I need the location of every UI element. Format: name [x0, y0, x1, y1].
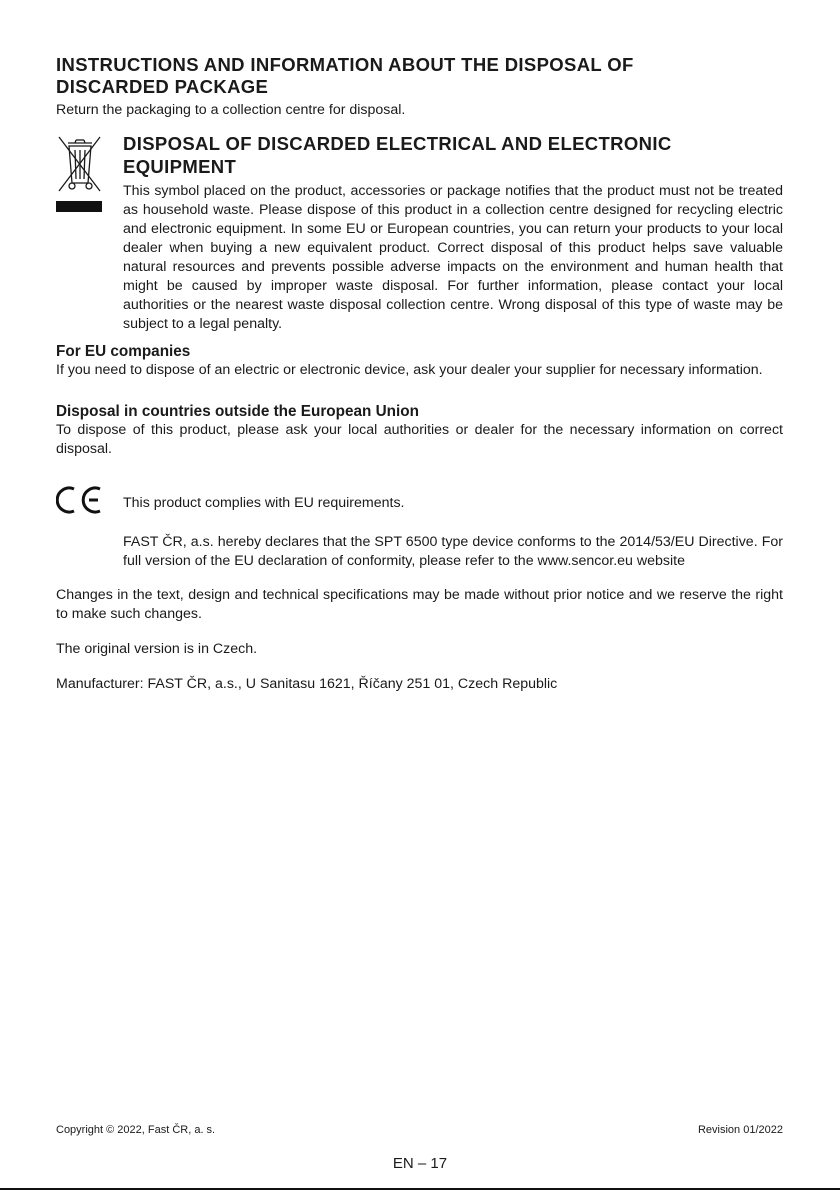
- packaging-disposal-text: Return the packaging to a collection centre for disposal.: [56, 102, 406, 118]
- outside-eu-heading: Disposal in countries outside the European Union: [56, 403, 419, 420]
- weee-section: [56, 132, 783, 334]
- changes-notice: Changes in the text, design and technical specifications may be made without prior notice and we reserve the right to make such changes.: [56, 587, 783, 622]
- revision-label: Revision 01/2022: [697, 1124, 783, 1136]
- bottom-rule: [0, 1188, 840, 1190]
- manufacturer-info: Manufacturer: FAST ČR, a.s., U Sanitasu 1621, Říčany 251 01, Czech Republic: [56, 676, 558, 692]
- eu-companies-section: [56, 342, 783, 380]
- weee-title-line2: EQUIPMENT: [123, 156, 237, 177]
- ce-compliance-text: This product complies with EU requirements.: [123, 495, 405, 511]
- ce-declaration-text: FAST ČR, a.s. hereby declares that the SPT 6500 type device conforms to the 2014/53/EU Directive. For full version of the EU declaration of conformity, please refer to the www.sencor.eu website: [123, 534, 783, 569]
- outside-eu-section: [56, 402, 783, 459]
- packaging-title-line2: DISCARDED PACKAGE: [56, 76, 269, 97]
- weee-title: [123, 132, 783, 178]
- page-number: EN – 17: [392, 1155, 448, 1172]
- copyright-notice: Copyright © 2022, Fast ČR, a. s.: [56, 1124, 216, 1136]
- ce-section: [56, 485, 783, 571]
- ce-mark-icon: [56, 485, 110, 515]
- crossed-out-wheelie-bin-icon: [56, 133, 102, 217]
- packaging-disposal-title: [56, 54, 783, 98]
- eu-companies-heading: For EU companies: [56, 343, 191, 360]
- packaging-title-line1: INSTRUCTIONS AND INFORMATION ABOUT THE DISPOSAL OF: [56, 54, 634, 75]
- outside-eu-text: To dispose of this product, please ask your local authorities or dealer for the necessary information on correct disposal.: [56, 422, 783, 457]
- eu-companies-text: If you need to dispose of an electric or electronic device, ask your dealer your supplier for necessary information.: [56, 362, 763, 378]
- weee-title-line1: DISPOSAL OF DISCARDED ELECTRICAL AND ELECTRONIC: [123, 133, 672, 154]
- weee-text: This symbol placed on the product, accessories or package notifies that the product must not be treated as household waste. Please dispose of this product in a collection centre designed for recycling electric and electronic equipment. In some EU or European countries, you can return your products to your local dealer when buying a new equivalent product. Correct disposal of this product helps save valuable natural resources and prevents possible adverse impacts on the environment and human health that might be caused by improper waste disposal. For further information, please contact your local authorities or the nearest waste disposal collection centre. Wrong disposal of this type of waste may be subject to a legal penalty.: [123, 183, 783, 332]
- document-page: [56, 54, 783, 694]
- original-version-note: The original version is in Czech.: [56, 641, 258, 657]
